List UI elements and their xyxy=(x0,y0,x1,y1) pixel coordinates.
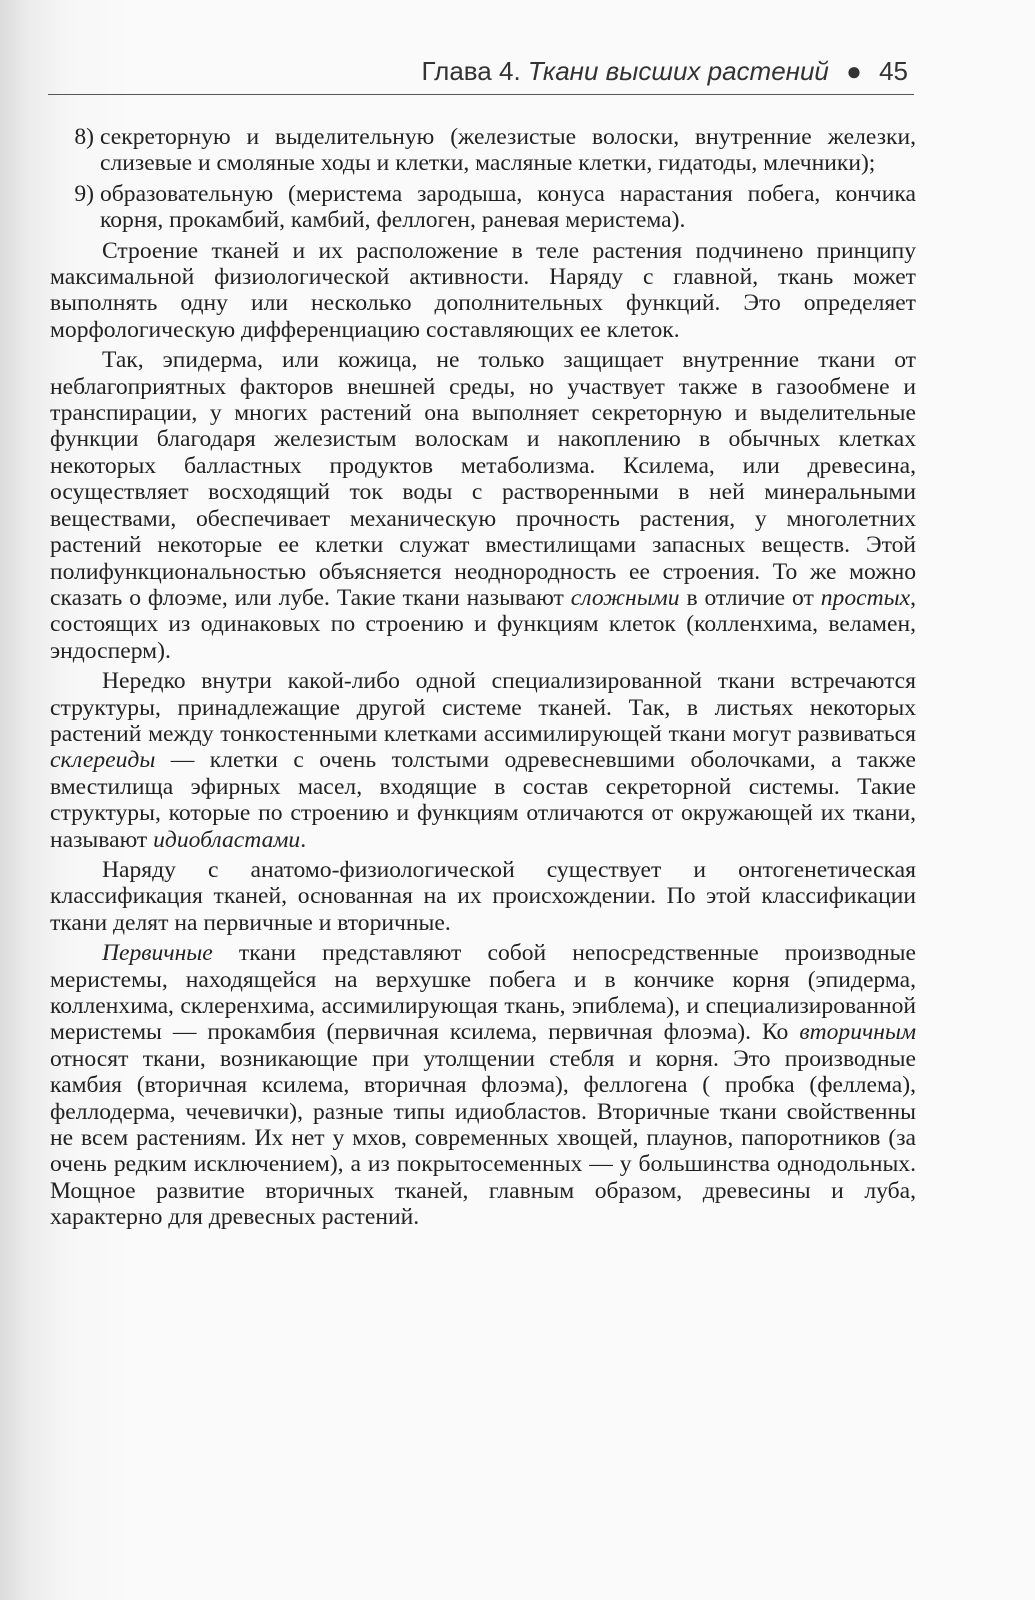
text-run: Так, эпидерма, или кожица, не только защищает внутренние ткани от неблагоприятных факторов внешней среды, но участвует также в газообмене и транспирации, у многих растений она выполняет секреторную и выделительные функции благодаря железистым волоскам и накоплению в обычных клетках некоторых балластных продуктов метаболизма. Ксилема, или древесина, осуществляет восходящий ток воды с растворенными в ней минеральными веществами, обеспечивает механическую прочность растения, у многолетних растений некоторые ее клетки служат вместилищами запасных веществ. Этой полифункциональностью объясняется неоднородность ее строения. То же можно сказать о флоэме, или лубе. Такие ткани называют xyxy=(50,347,916,611)
list-text: образовательную (меристема зародыша, конуса нарастания побега, кончика корня, прокамбий, камбий, феллоген, раневая меристема). xyxy=(100,180,916,234)
running-header xyxy=(48,56,914,95)
text-run: ткани представляют собой непосредственные производные меристемы, находящейся на верхушке побега и в кончике корня (эпидерма, колленхима, склеренхима, ассимилирующая ткань, эпиблема), и специализированной меристемы — прокамбия (первичная ксилема, первичная флоэма). Ко xyxy=(50,940,916,1046)
emphasis-term: Первичные xyxy=(102,940,213,967)
paragraph-ontogenetic-classification: Наряду с анатомо-физиологической существует и онтогенетическая классификация тканей, основанная на их происхождении. По этой классификации ткани делят на первичные и вторичные. xyxy=(50,856,916,936)
bullet-icon: ● xyxy=(846,56,862,86)
page-number: 45 xyxy=(879,56,908,86)
paragraph-idioblasts xyxy=(50,668,916,853)
text-run: — клетки с очень толстыми одревесневшими оболочками, а также вместилища эфирных масел, входящие в состав секреторной системы. Такие структуры, которые по строению и функциям отличаются от окружающей их ткани, называют xyxy=(50,747,916,853)
paragraph-primary-secondary xyxy=(50,940,916,1230)
text-run: относят ткани, возникающие при утолщении стебля и корня. Это производные камбия (вторичная ксилема, вторичная флоэма), феллогена ( пробка (феллема), феллодерма, чечевички), разные типы идиобластов. Вторичные ткани свойственны не всем растениям. Их нет у мхов, современных хвощей, плаунов, папоротников (за очень редким исключением), а из покрытосеменных — у большинства однодольных. Мощное развитие вторичных тканей, главным образом, древесины и луба, характерно для древесных растений. xyxy=(50,1045,916,1231)
text-run: в отличие от xyxy=(679,584,821,611)
text-run: , состоящих из одинаковых по строению и функциям клеток (колленхима, веламен, эндосперм). xyxy=(50,584,916,664)
list-text: секреторную и выделительную (железистые волоски, внутренние железки, слизевые и смоляные ходы и клетки, масляные клетки, гидатоды, млечники); xyxy=(100,124,916,177)
emphasis-term: вторичным xyxy=(799,1019,916,1046)
chapter-label: Глава 4. xyxy=(421,56,521,86)
chapter-title: Ткани высших растений xyxy=(527,56,829,86)
emphasis-term: идиобластами xyxy=(153,826,301,853)
paragraph-tissue-structure: Строение тканей и их расположение в теле растения подчинено принципу максимальной физиологической активности. Наряду с главной, ткань может выполнять одну или несколько дополнительных функций. Это определяет морфологическую дифференциацию составляющих ее клеток. xyxy=(50,237,916,343)
header-text xyxy=(422,56,908,87)
page-body xyxy=(50,124,916,1235)
text-run: Нередко внутри какой-либо одной специализированной ткани встречаются структуры, принадлежащие другой системе тканей. Так, в листьях некоторых растений между тонкостенными клетками ассимилирующей ткани могут развиваться xyxy=(50,668,916,747)
emphasis-term: сложными xyxy=(570,584,680,611)
list-item xyxy=(50,124,916,177)
text-run: . xyxy=(300,826,307,853)
list-number: 9) xyxy=(74,180,94,207)
list-number: 8) xyxy=(74,124,94,150)
paragraph-epidermis-xylem xyxy=(50,347,916,664)
emphasis-term: склереиды xyxy=(50,747,156,774)
emphasis-term: простых xyxy=(820,584,911,611)
list-item xyxy=(50,181,916,234)
